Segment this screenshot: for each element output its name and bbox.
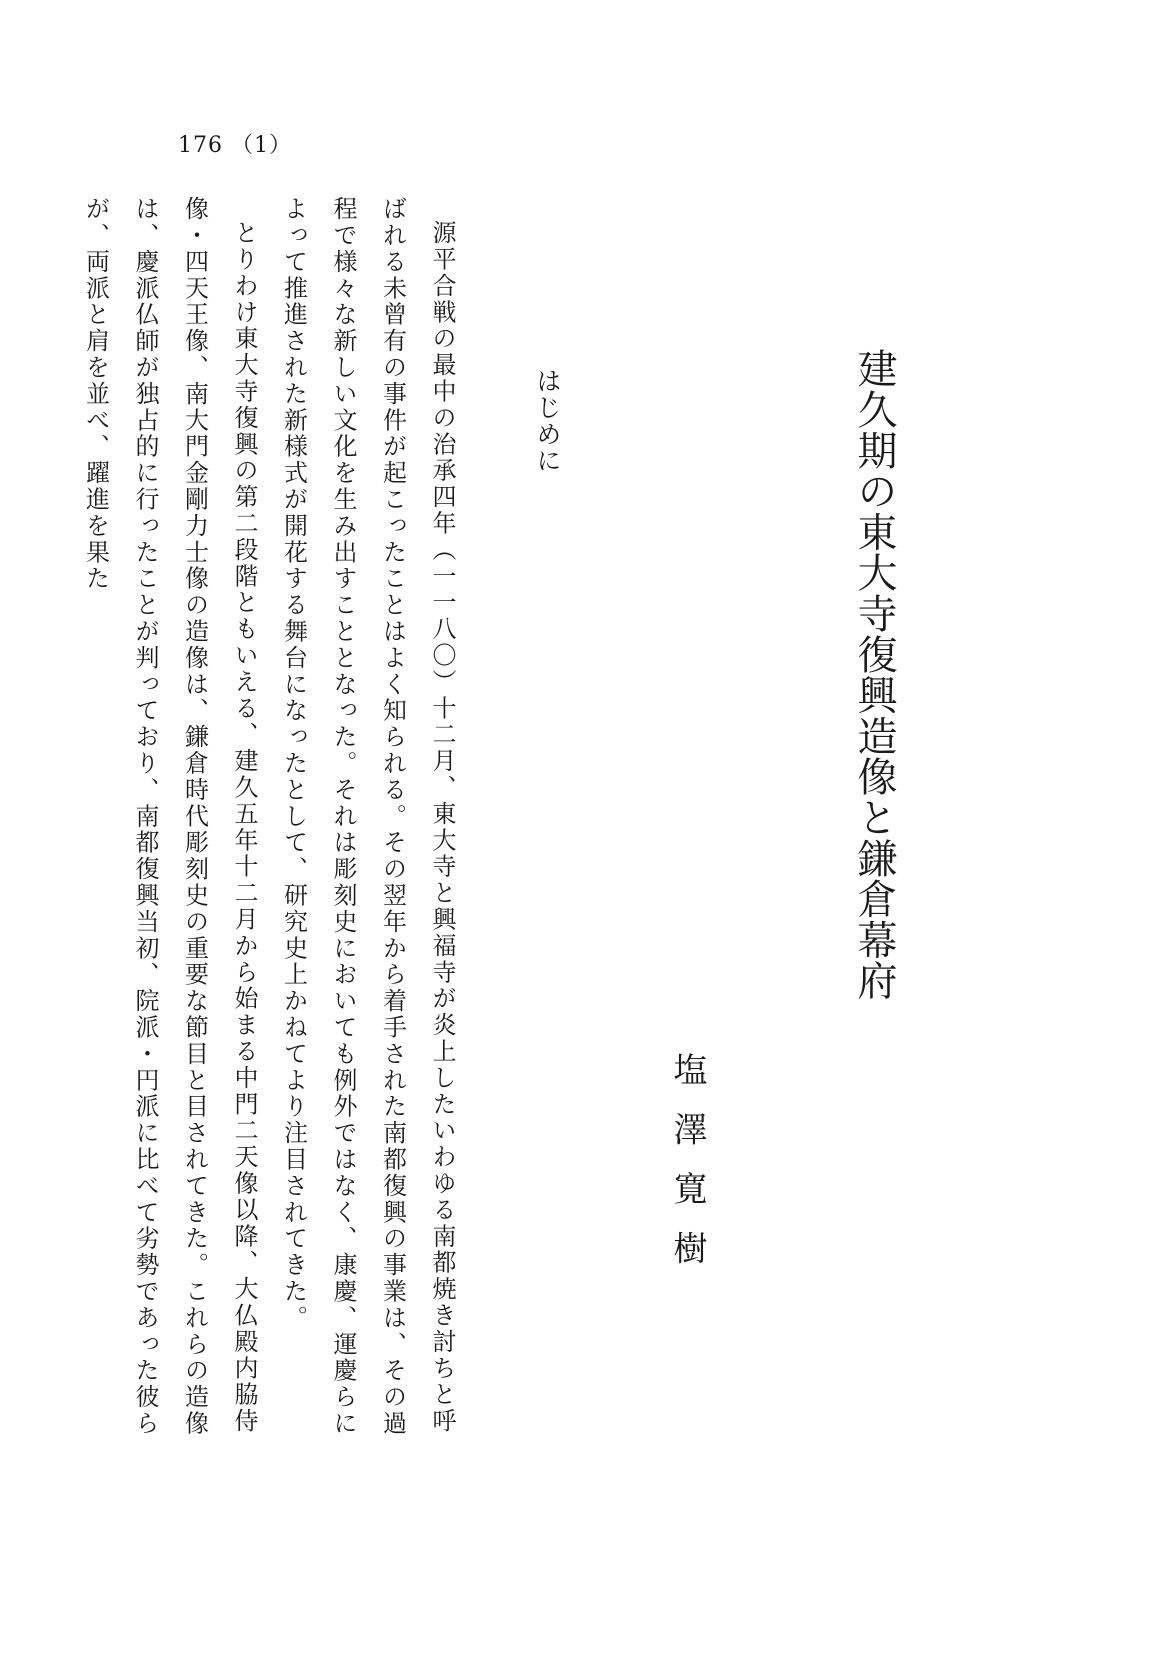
paragraph-1: 源平合戦の最中の治承四年（一一八〇）十二月、東大寺と興福寺が炎上したいわゆる南都焼き討ちと呼ばれる未曾有の事件が起こったことはよく知られる。その翌年から着手された南都復興の事業は、その過程で様々な新しい文化を生み出すこととなった。それは彫刻史においても例外ではなく、康慶、運慶らによって推進された新様式が開花する舞台になったとして、研究史上かねてより注目されてきた。 [279, 196, 456, 1437]
author-name: 塩澤寛樹 [667, 1052, 707, 1290]
paragraph-2: とりわけ東大寺復興の第二段階ともいえる、建久五年十二月から始まる中門二天像以降、大仏殿内脇侍像・四天王像、南大門金剛力士像の造像は、鎌倉時代彫刻史の重要な節目と目されてきた。これらの造像は、慶派仏師が独占的に行ったことが判っており、南都復興当初、院派・円派に比べて劣勢であった彼らが、両派と肩を並べ、躍進を果た [81, 196, 258, 1437]
section-heading: はじめに [533, 368, 562, 474]
article-title: 建久期の東大寺復興造像と鎌倉幕府 [851, 348, 897, 1001]
body-text [81, 196, 466, 1460]
page-number: 176 （1） [178, 133, 292, 158]
